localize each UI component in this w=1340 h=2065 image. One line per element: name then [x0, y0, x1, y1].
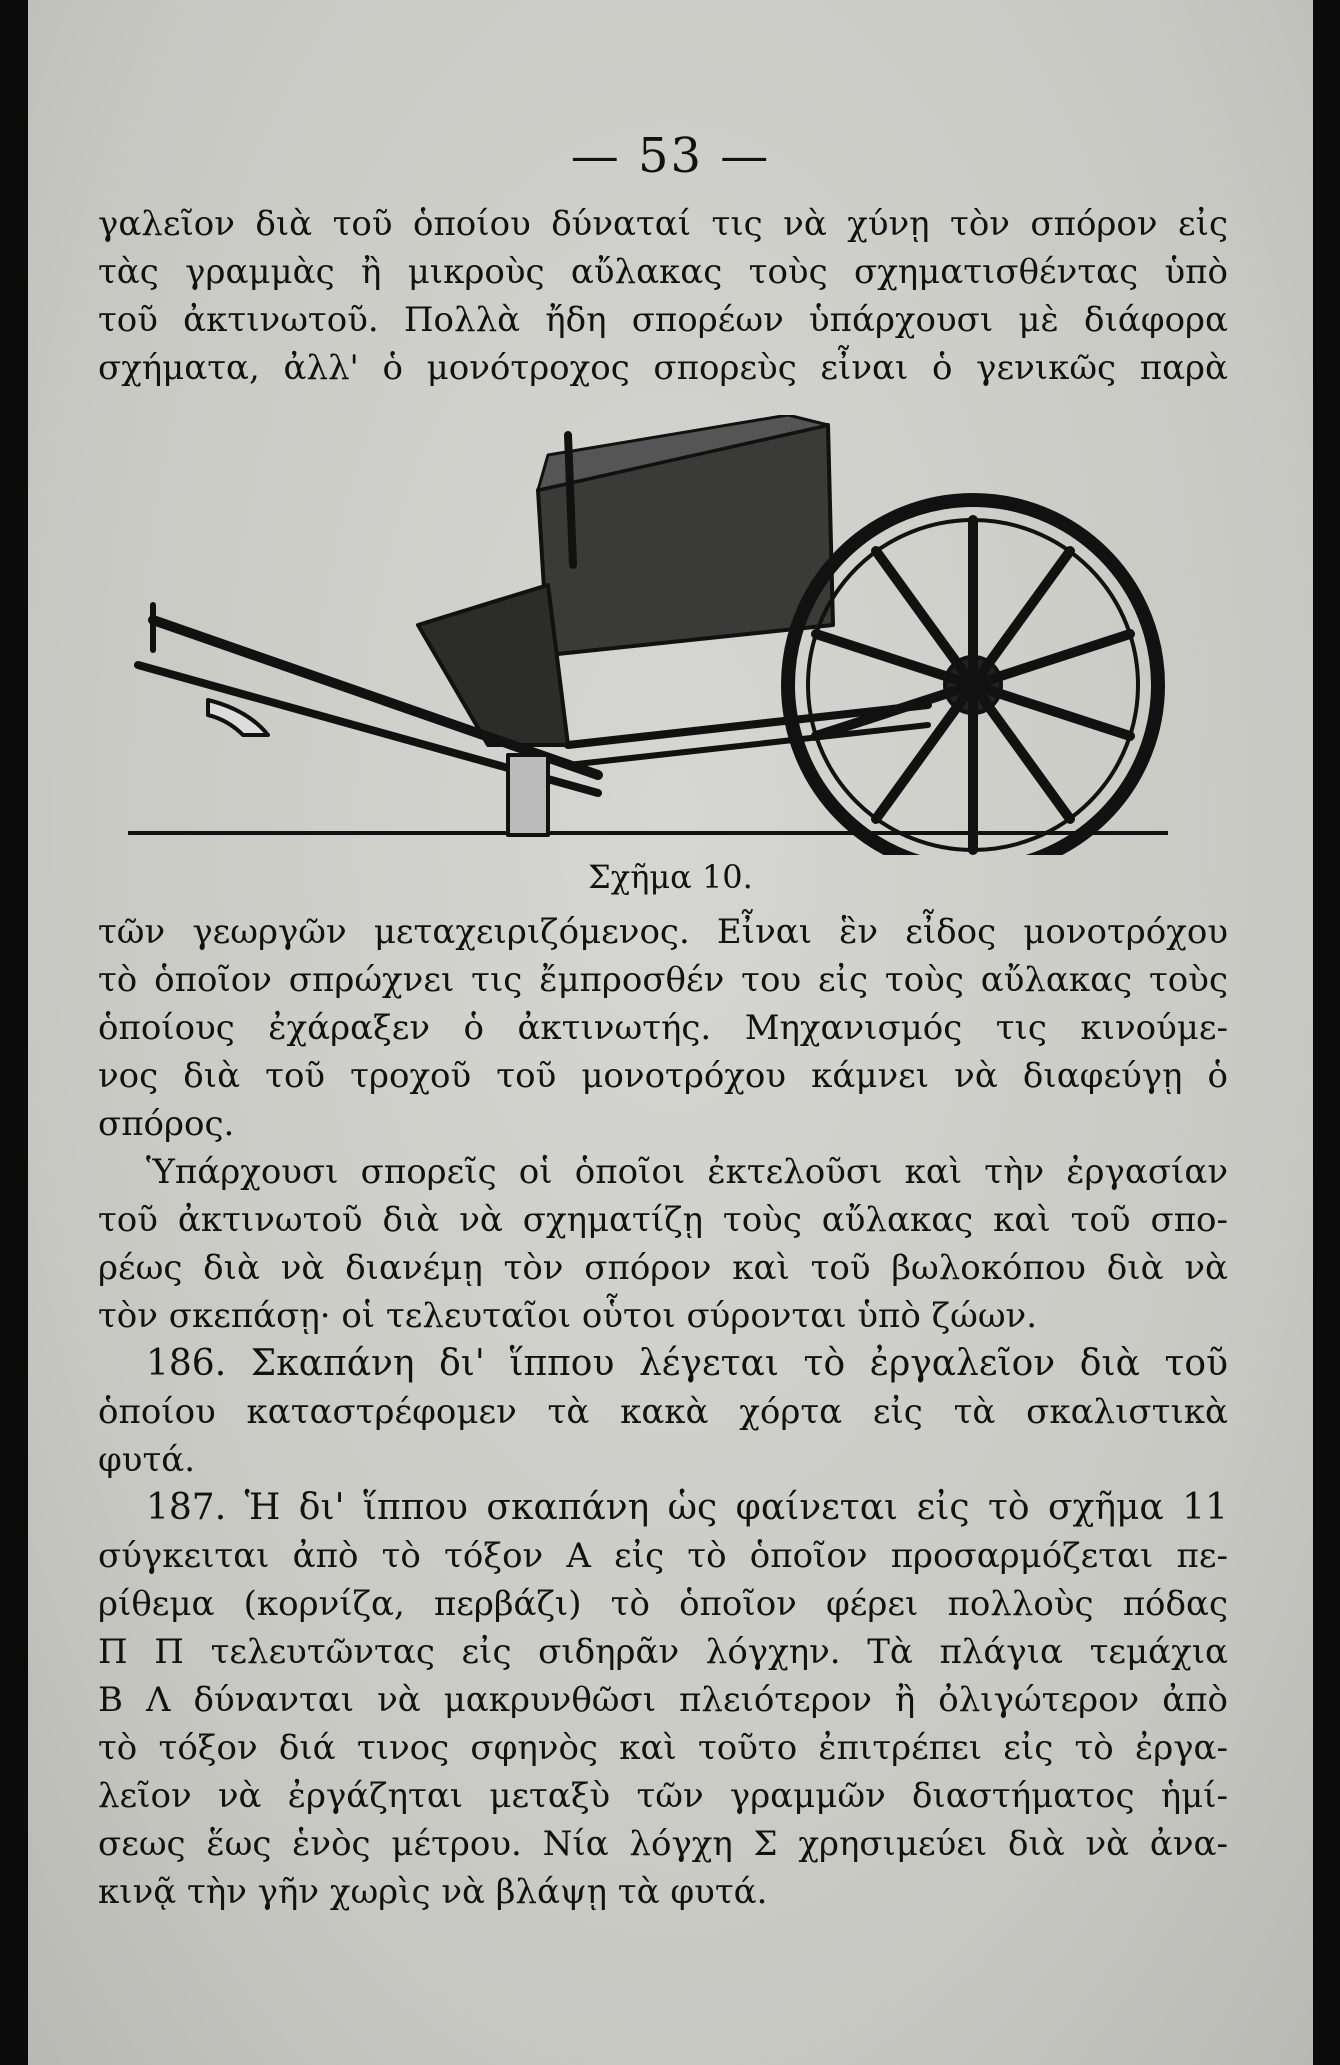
text-line: κινᾷ τὴν γῆν χωρὶς νὰ βλάψῃ τὰ φυτά. — [98, 1872, 768, 1912]
text-line: τῶν γεωργῶν μεταχειριζόμενος. Εἶναι ἓν εἶδος μονοτρόχου — [98, 912, 1228, 952]
main-text — [98, 908, 1228, 1916]
text-line: σχήματα, ἀλλ' ὁ μονότροχος σπορεὺς εἶναι ὁ γενικῶς παρὰ — [98, 348, 1228, 388]
section-186-line: 186. Σκαπάνη δι' ἵππου λέγεται τὸ ἐργαλεῖον διὰ τοῦ — [146, 1343, 1228, 1384]
text-line: σύγκειται ἀπὸ τὸ τόξον Α εἰς τὸ ὁποῖον προσαρμόζεται πε- — [98, 1536, 1228, 1576]
text-line: τὸ ὁποῖον σπρώχνει τις ἔμπροσθέν του εἰς τοὺς αὔλακας τοὺς — [98, 960, 1228, 1000]
text-line: Ὑπάρχουσι σπορεῖς οἱ ὁποῖοι ἐκτελοῦσι καὶ τὴν ἐργασίαν — [146, 1152, 1228, 1192]
text-line: φυτά. — [98, 1440, 196, 1480]
text-line: τὸ τόξον διά τινος σφηνὸς καὶ τοῦτο ἐπιτρέπει εἰς τὸ ἐργα- — [98, 1728, 1228, 1768]
section-187-line: 187. Ἡ δι' ἵππου σκαπάνη ὡς φαίνεται εἰς τὸ σχῆμα 11 — [146, 1487, 1228, 1528]
top-paragraph — [98, 200, 1228, 392]
book-page — [28, 0, 1313, 2065]
text-line: νος διὰ τοῦ τροχοῦ τοῦ μονοτρόχου κάμνει νὰ διαφεύγῃ ὁ — [98, 1056, 1228, 1096]
text-line: σπόρος. — [98, 1104, 235, 1144]
text-line: ρίθεμα (κορνίζα, περβάζι) τὸ ὁποῖον φέρει πολλοὺς πόδας — [98, 1584, 1228, 1624]
text-line: τοῦ ἀκτινωτοῦ. Πολλὰ ἤδη σπορέων ὑπάρχουσι μὲ διάφορα — [98, 300, 1228, 340]
seed-drill-illustration — [128, 415, 1168, 855]
text-line: τὸν σκεπάσῃ· οἱ τελευταῖοι οὗτοι σύρονται ὑπὸ ζώων. — [98, 1296, 1038, 1336]
text-line: γαλεῖον διὰ τοῦ ὁποίου δύναταί τις νὰ χύνῃ τὸν σπόρον εἰς — [98, 204, 1228, 244]
figure-caption: Σχῆμα 10. — [588, 858, 753, 896]
text-line: ρέως διὰ νὰ διανέμῃ τὸν σπόρον καὶ τοῦ βωλοκόπου διὰ νὰ — [98, 1248, 1228, 1288]
page-number: — 53 — — [570, 128, 771, 184]
text-line: τὰς γραμμὰς ἢ μικροὺς αὔλακας τοὺς σχηματισθέντας ὑπὸ — [98, 252, 1228, 292]
text-line: λεῖον νὰ ἐργάζηται μεταξὺ τῶν γραμμῶν διαστήματος ἡμί- — [98, 1776, 1228, 1816]
text-line: Β Λ δύνανται νὰ μακρυνθῶσι πλειότερον ἢ ὀλιγώτερον ἀπὸ — [98, 1680, 1228, 1720]
text-line: Π Π τελευτῶντας εἰς σιδηρᾶν λόγχην. Τὰ πλάγια τεμάχια — [98, 1632, 1228, 1672]
text-line: σεως ἕως ἑνὸς μέτρου. Νία λόγχη Σ χρησιμεύει διὰ νὰ ἀνα- — [98, 1824, 1228, 1864]
text-line: ὁποίου καταστρέφομεν τὰ κακὰ χόρτα εἰς τὰ σκαλιστικὰ — [98, 1392, 1228, 1432]
text-line: τοῦ ἀκτινωτοῦ διὰ νὰ σχηματίζῃ τοὺς αὔλακας καὶ τοῦ σπο- — [98, 1200, 1228, 1240]
text-line: ὁποίους ἐχάραξεν ὁ ἀκτινωτής. Μηχανισμός τις κινούμε- — [98, 1008, 1228, 1048]
